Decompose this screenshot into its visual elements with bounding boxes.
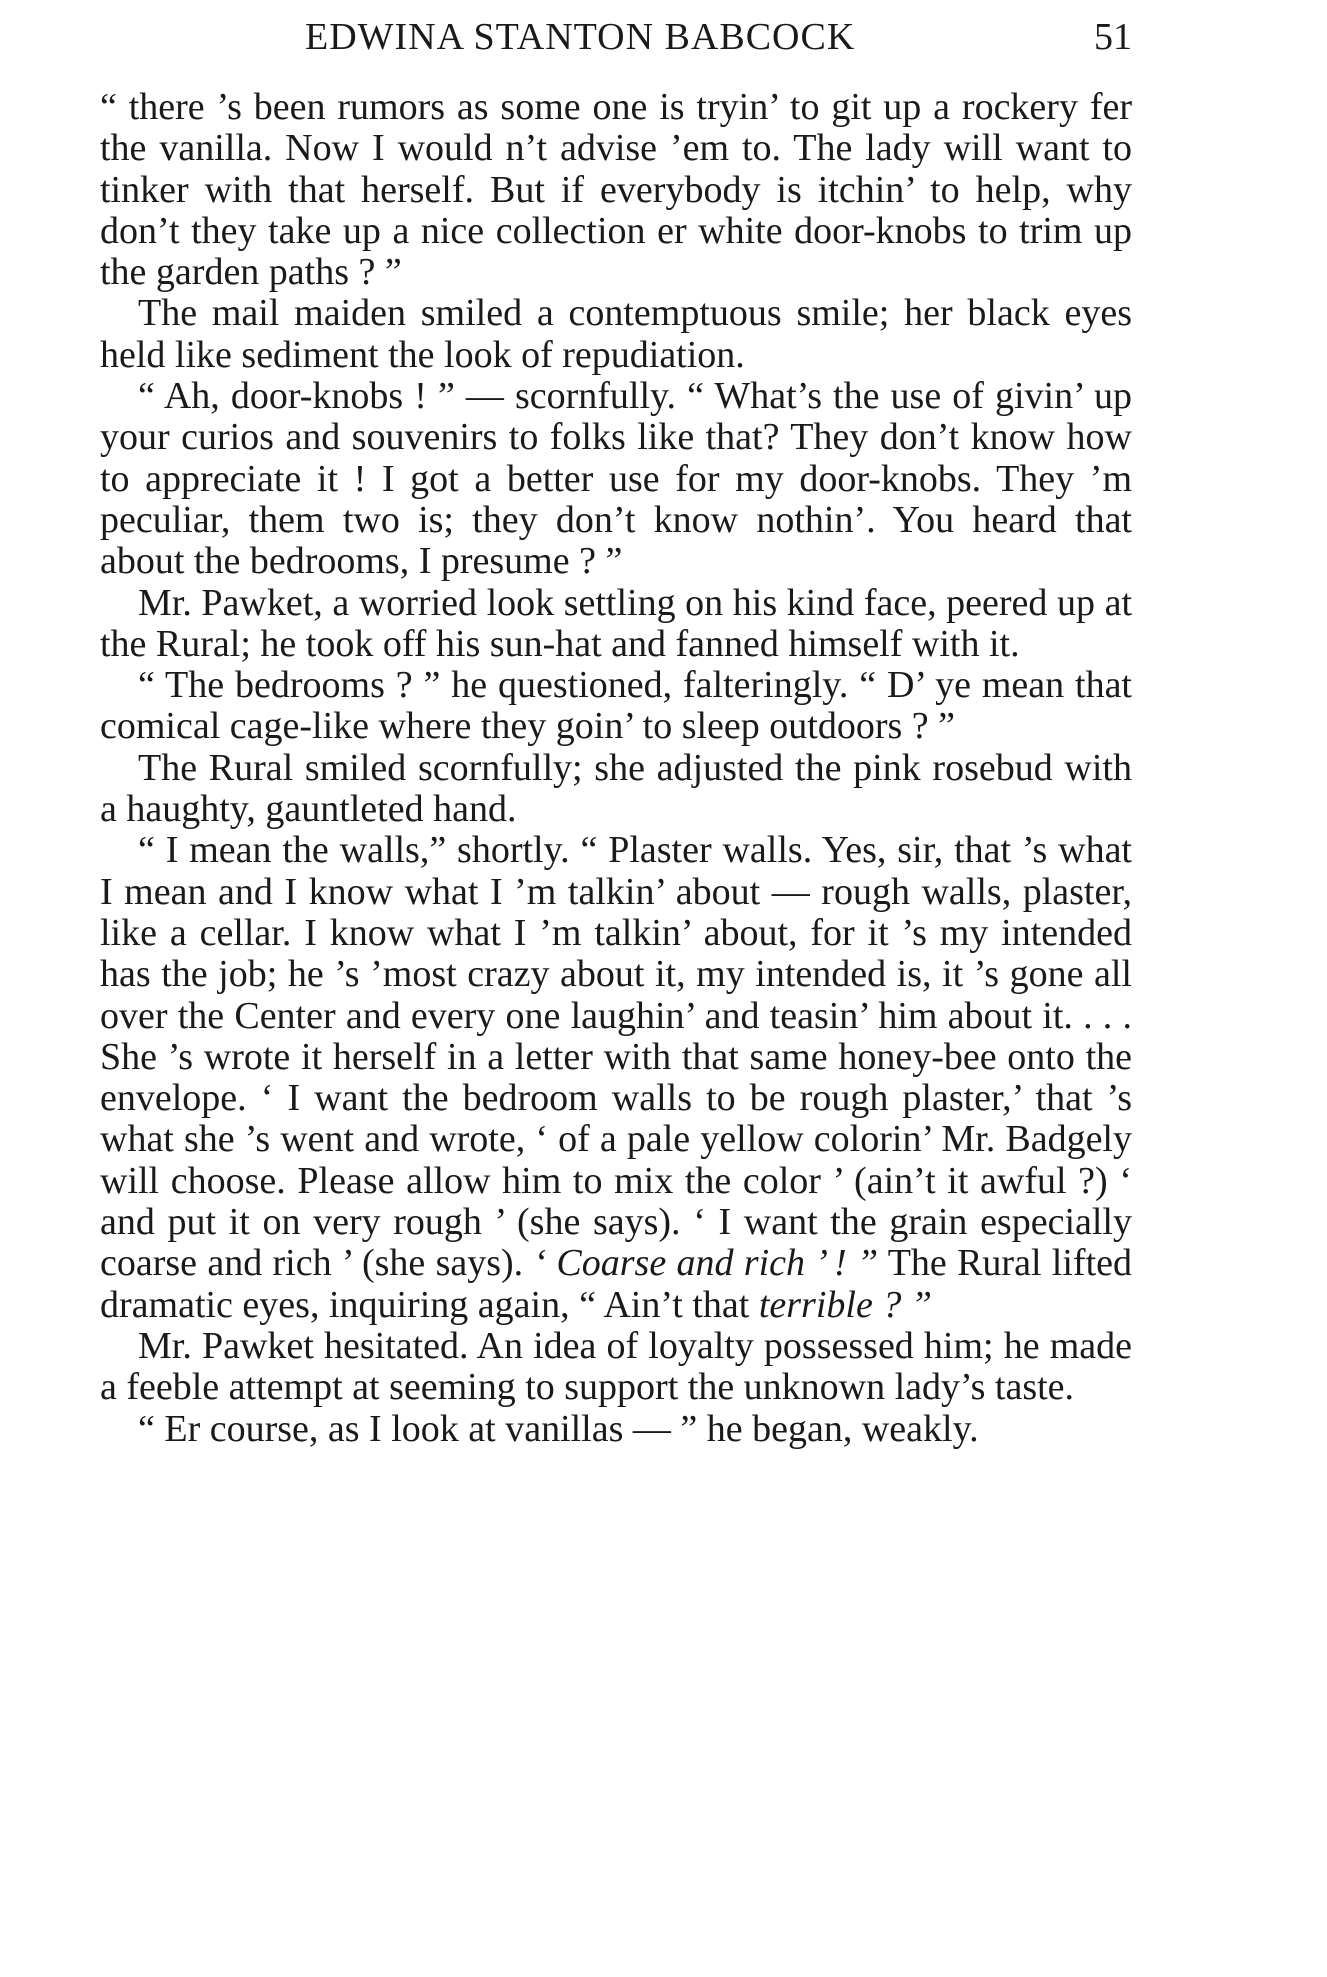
paragraph-6-text: The Rural smiled scornfully; she adjusted the pink rosebud with a haughty, gauntleted hand. — [100, 746, 1132, 831]
paragraph-5-text: “ The bedrooms ? ” he questioned, falteringly. “ D’ ye mean that comical cage-like where they goin’ to sleep outdoors ? ” — [100, 664, 1132, 748]
paragraph-2-text: The mail maiden smiled a contemptuous smile; her black eyes held like sediment the look of repudiation. — [100, 292, 1132, 376]
paragraph-6 — [100, 748, 1132, 831]
paragraph-7-text-a: “ I mean the walls,” shortly. “ Plaster walls. Yes, sir, that ’s what I mean and I know what I ’m talkin’ about — rough walls, plaster, like a cellar. I know what I ’m talkin’ about, for it ’s my intended has the job; he ’s ’most crazy about it, my intended is, it ’s gone all over the Center and every one laughin’ and teasin’ him about it. . . . She ’s wrote it herself in a letter with that same honey-bee onto the envelope. ‘ I want the bedroom walls to be rough plaster,’ that ’s what she ’s went and wrote, ‘ of a pale yellow colorin’ Mr. Badgely will choose. Please allow him to mix the color ’ (ain’t it awful ?) ‘ and put it on very rough ’ (she says). ‘ I want the grain especially coarse and rich ’ (she says). — [100, 829, 1132, 1285]
paragraph-2 — [100, 293, 1132, 376]
paragraph-8 — [100, 1326, 1132, 1409]
paragraph-3-text: “ Ah, door-knobs ! ” — scornfully. “ What’s the use of givin’ up your curios and souvenirs to folks like that? They don’t know how to appreciate it ! I got a better use for my door-knobs. They ’m peculiar, them two is; they don’t know nothin’. You heard that about the bedrooms, I presume ? ” — [100, 375, 1132, 583]
paragraph-4-text: Mr. Pawket, a worried look settling on his kind face, peered up at the Rural; he took off his sun-hat and fanned himself with it. — [100, 581, 1132, 665]
running-title: EDWINA STANTON BABCOCK — [305, 16, 856, 58]
paragraph-7-italic-a: ‘ Coarse and rich ’ ! ” — [533, 1242, 879, 1285]
paragraph-3 — [100, 376, 1132, 582]
running-head — [100, 12, 1132, 62]
paragraph-4 — [100, 583, 1132, 666]
paragraph-9-text: “ Er course, as I look at vanillas — ” he began, weakly. — [138, 1407, 979, 1450]
paragraph-5 — [100, 665, 1132, 748]
paragraph-1 — [100, 87, 1132, 293]
body-text — [100, 87, 1132, 1450]
paragraph-7 — [100, 830, 1132, 1326]
paragraph-1-text: “ there ’s been rumors as some one is tryin’ to git up a rockery fer the vanilla. Now I would n’t advise ’em to. The lady will want to tinker with that herself. But if everybody is itchin’ to help, why don’t they take up a nice collection er white door-knobs to trim up the garden paths ? ” — [100, 86, 1132, 294]
paragraph-9 — [100, 1409, 1132, 1450]
page-number: 51 — [1094, 16, 1132, 58]
paragraph-7-italic-b: terrible ? ” — [758, 1283, 932, 1326]
paragraph-8-text: Mr. Pawket hesitated. An idea of loyalty possessed him; he made a feeble attempt at seeming to support the unknown lady’s taste. — [100, 1324, 1132, 1409]
paragraph-7-text-b: The Rural lifted dramatic eyes, inquiring again, “ Ain’t that — [100, 1242, 1132, 1326]
